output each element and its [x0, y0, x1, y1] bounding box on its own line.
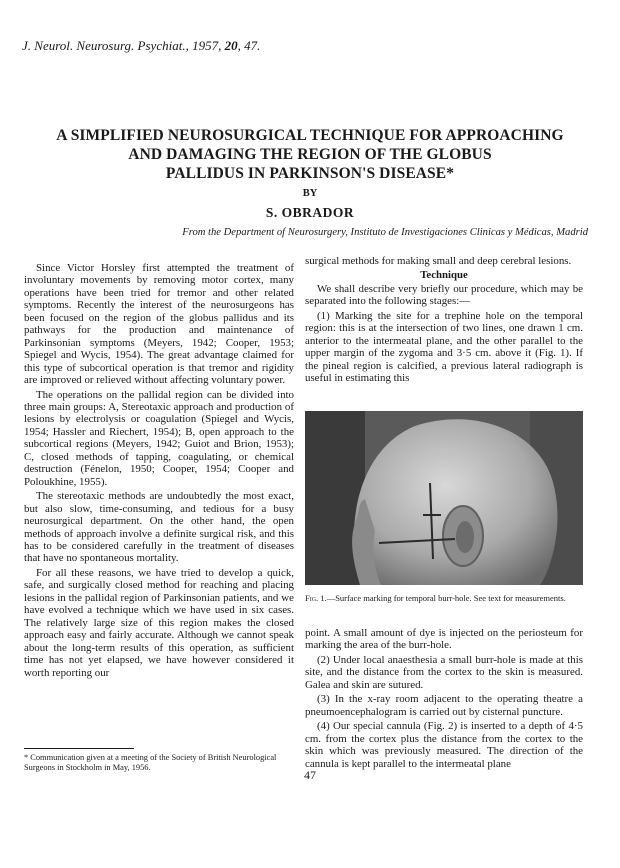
body-paragraph: Since Victor Horsley first attempted the treatment of involuntary movements by removing motor cortex, many operations have been tried for tremor and other related symptoms. Recently the interest of the neurosurgeons has been focused on the region of the globus pallidus and its pathways for the production and maintenance of Parkinsonian symptoms (Meyers, 1942; Cooper, 1953; Spiegel and Wycis, 1954). The great advantage claimed for this type of subcortical operation is that tremor and rigidity are improved or relieved without affecting voluntary power. [24, 262, 294, 387]
right-column-bottom [305, 627, 583, 772]
title-line-3: PALLIDUS IN PARKINSON'S DISEASE* [165, 165, 455, 182]
section-heading: Technique [420, 269, 468, 282]
figure-1-caption [305, 593, 583, 603]
body-paragraph: (4) Our special cannula (Fig. 2) is inserted to a depth of 4·5 cm. from the cortex plus the distance from the cortex to the skin which was previously measured. The direction of the cannula is kept parallel to the intermeatal plane [305, 720, 583, 770]
title-line-2: AND DAMAGING THE REGION OF THE GLOBUS [128, 146, 492, 163]
author-affiliation: From the Department of Neurosurgery, Instituto de Investigaciones Clinicas y Médicas, Madrid [182, 227, 588, 238]
article-title [20, 126, 600, 183]
citation-year: , 1957, [185, 38, 225, 53]
body-paragraph: point. A small amount of dye is injected on the periosteum for marking the area of the burr-hole. [305, 627, 583, 652]
body-paragraph: For all these reasons, we have tried to develop a quick, safe, and surgically closed method for reaching and placing lesions in the pallidal region of Parkinsonian patients, and we have evolved a technique which we have used in six cases. The relatively large size of this region makes the closed approach easy and fairly accurate. Although we cannot speak about the long-term results of this operation, as sufficient time has not yet elapsed, we have however considered it worth reporting our [24, 566, 294, 679]
journal-citation [22, 38, 260, 54]
footnote-divider [24, 748, 134, 749]
left-column [24, 262, 294, 681]
title-line-1: A SIMPLIFIED NEUROSURGICAL TECHNIQUE FOR APPROACHING [56, 127, 564, 144]
body-paragraph: The operations on the pallidal region can be divided into three main groups: A, Stereotaxic approach and production of lesions by electrolysis or coagulation (Spiegel and Wycis, 1954; Hassler and Riechert, 1954); B, open approach to the subcortical regions (Meyers, 1942; Guiot and Brion, 1953); C, closed methods of tapping, coagulating, or chemical destruction (Fénelon, 1950; Cooper, 1954; Cooper and Poloukhine, 1955). [24, 388, 294, 488]
body-paragraph: (3) In the x-ray room adjacent to the operating theatre a pneumoencephalogram is carried out by cisternal puncture. [305, 693, 583, 718]
by-line: BY [302, 188, 318, 199]
body-paragraph: (1) Marking the site for a trephine hole on the temporal region: this is at the intersection of two lines, one drawn 1 cm. anterior to the intermeatal plane, and the other parallel to the upper margin of the zygoma and 3·5 cm. above it (Fig. 1). If the pineal region is calcified, a previous lateral radiograph is useful in estimating this [305, 309, 583, 385]
citation-page: , 47. [237, 38, 261, 53]
figure-1-photo [305, 411, 583, 585]
right-column-top [305, 255, 583, 387]
body-paragraph: surgical methods for making small and deep cerebral lesions. [305, 255, 572, 267]
caption-text: —Surface marking for temporal burr-hole. See text for measurements. [326, 593, 566, 603]
body-paragraph: (2) Under local anaesthesia a small burr-hole is made at this site, and the distance from the cortex to the skin is measured. Galea and skin are sutured. [305, 653, 583, 691]
body-paragraph: We shall describe very briefly our procedure, which may be separated into the following stages:— [305, 282, 583, 308]
author-name: S. OBRADOR [265, 205, 355, 220]
page-number: 47 [304, 768, 316, 782]
footnote: * Communication given at a meeting of the Society of British Neurological Surgeons in Stockholm in May, 1956. [24, 753, 277, 772]
patient-head-illustration [305, 411, 583, 585]
body-paragraph: The stereotaxic methods are undoubtedly the most exact, but also slow, time-consuming, and tedious for a busy neurosurgical department. On the other hand, the open methods of approach involve a definite surgical risk, and this has to be considered carefully in the treatment of diseases that have no spontaneous mortality. [24, 490, 294, 565]
figure-label: Fig. 1. [305, 593, 327, 603]
citation-volume: 20 [224, 38, 238, 53]
journal-name: J. Neurol. Neurosurg. Psychiat. [22, 38, 186, 53]
